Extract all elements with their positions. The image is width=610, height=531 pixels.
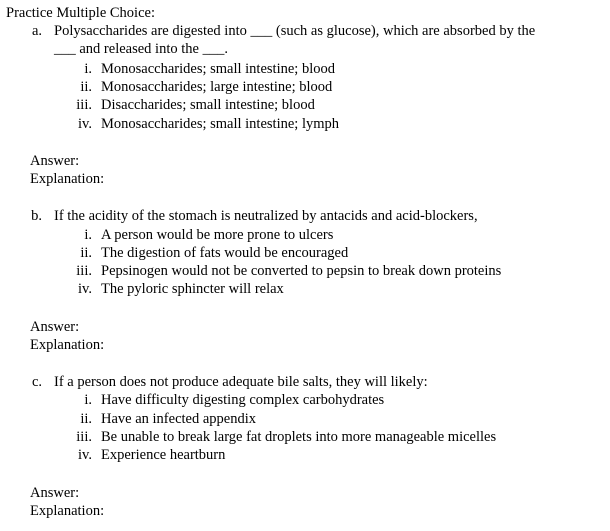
question-a-option-text: Monosaccharides; small intestine; lymph (101, 116, 339, 132)
question-c-option-numeral: iv. (78, 447, 92, 463)
question-a-option-text: Disaccharides; small intestine; blood (101, 97, 315, 113)
question-c-stem-line1: If a person does not produce adequate bile salts, they will likely: (54, 374, 428, 390)
question-c-option-numeral: iii. (76, 429, 92, 445)
question-a-answer-label: Answer: (30, 153, 80, 169)
question-c-explanation-label: Explanation: (30, 503, 105, 519)
question-c-option-text: Experience heartburn (101, 447, 226, 463)
question-b-marker: b. (31, 208, 42, 224)
question-b-option-numeral: iii. (76, 263, 92, 279)
question-c-marker: c. (31, 374, 42, 390)
question-a-option-text: Monosaccharides; small intestine; blood (101, 61, 335, 77)
question-b-answer-label: Answer: (30, 319, 80, 335)
question-b-option-numeral: i. (84, 227, 92, 243)
question-b-stem-line1: If the acidity of the stomach is neutralized by antacids and acid-blockers, (54, 208, 478, 224)
question-a-stem-line1: Polysaccharides are digested into ___ (such as glucose), which are absorbed by the (54, 23, 536, 39)
question-b-option-numeral: iv. (78, 281, 92, 297)
question-c-option-numeral: ii. (80, 411, 92, 427)
question-c-answer-label: Answer: (30, 485, 80, 501)
question-c-option-text: Have an infected appendix (101, 411, 256, 427)
question-c-option-numeral: i. (84, 392, 92, 408)
question-a-marker: a. (31, 23, 42, 39)
question-a-option-numeral: iv. (78, 116, 92, 132)
question-a-option-numeral: ii. (80, 79, 92, 95)
question-a-option-numeral: iii. (76, 97, 92, 113)
question-c-option-text: Be unable to break large fat droplets into more manageable micelles (101, 429, 497, 445)
question-c-option-text: Have difficulty digesting complex carbohydrates (101, 392, 385, 408)
question-b-option-text: A person would be more prone to ulcers (101, 227, 334, 243)
question-b-option-text: The digestion of fats would be encouraged (101, 245, 349, 261)
question-a-explanation-label: Explanation: (30, 171, 105, 187)
question-b-option-text: Pepsinogen would not be converted to pepsin to break down proteins (101, 263, 502, 279)
question-a-stem-line2: ___ and released into the ___. (54, 41, 228, 57)
question-a-option-numeral: i. (84, 61, 92, 77)
question-b-option-numeral: ii. (80, 245, 92, 261)
question-a-option-text: Monosaccharides; large intestine; blood (101, 79, 333, 95)
question-b-option-text: The pyloric sphincter will relax (101, 281, 284, 297)
page-heading: Practice Multiple Choice: (6, 5, 155, 21)
question-b-explanation-label: Explanation: (30, 337, 105, 353)
